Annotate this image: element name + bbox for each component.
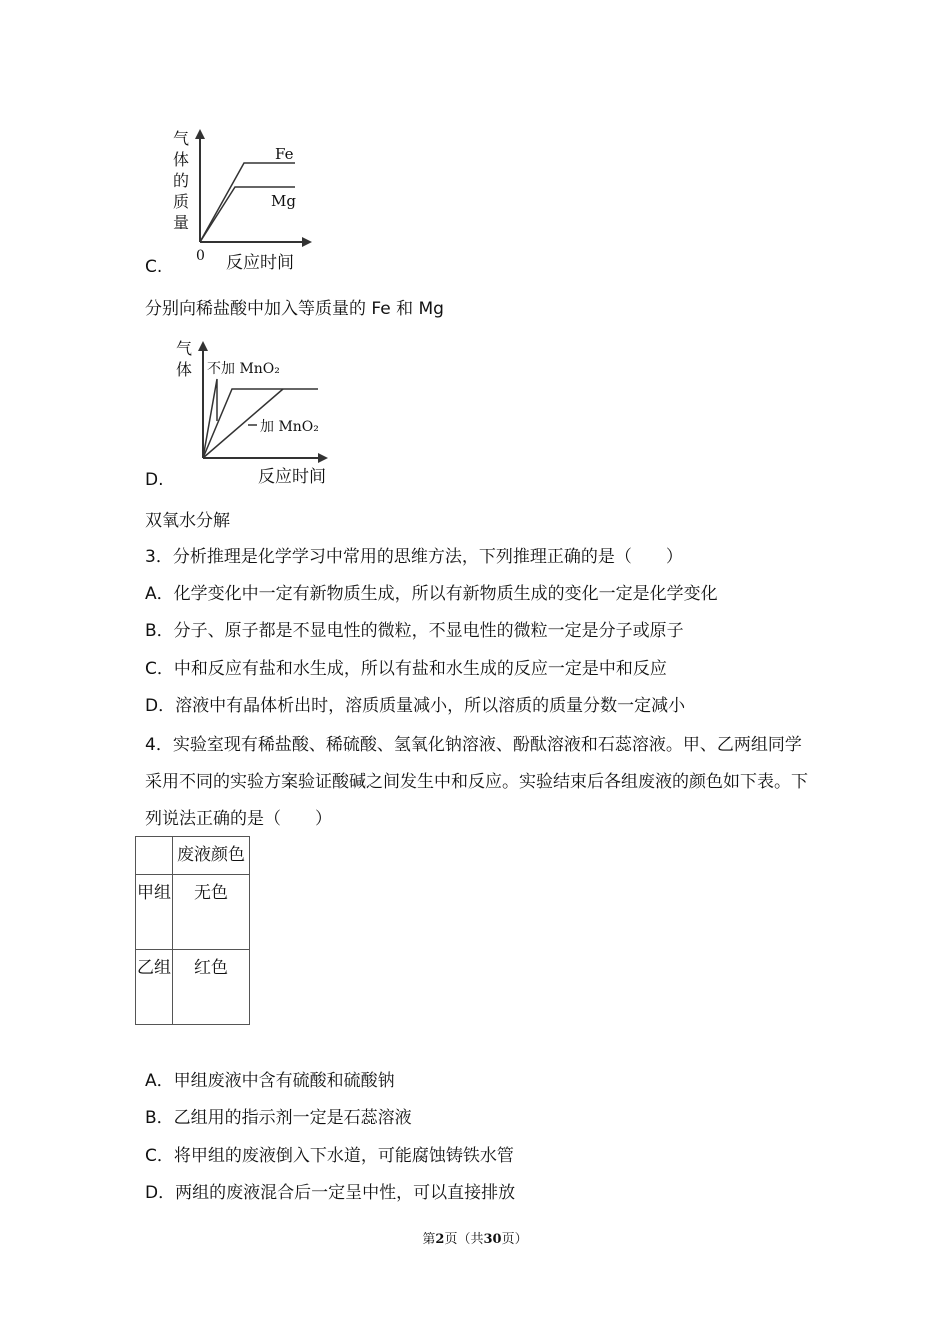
question-3-stem: 3．分析推理是化学学习中常用的思维方法，下列推理正确的是（ ） xyxy=(145,547,683,567)
option-d-y-label: 气 体 xyxy=(176,339,193,379)
option-c-origin: 0 xyxy=(196,248,205,264)
option-d-caption: 双氧水分解 xyxy=(145,511,230,531)
footer-total-pages: 30 xyxy=(483,1232,502,1247)
page-footer xyxy=(0,1228,950,1247)
footer-middle: 页（共 xyxy=(444,1232,484,1247)
table-row-color: 红色 xyxy=(173,950,250,1025)
question-4-option-d: D．两组的废液混合后一定呈中性，可以直接排放 xyxy=(145,1183,516,1203)
table-header-row xyxy=(136,837,250,875)
footer-prefix: 第 xyxy=(422,1232,436,1247)
option-c-series-fe: Fe xyxy=(275,145,294,163)
option-d-letter: D. xyxy=(145,470,164,490)
question-3-option-d: D．溶液中有晶体析出时，溶质质量减小，所以溶质的质量分数一定减小 xyxy=(145,696,686,716)
question-4-stem: 4．实验室现有稀盐酸、稀硫酸、氢氧化钠溶液、酚酞溶液和石蕊溶液。甲、乙两组同学采用不同的实验方案验证酸碱之间发生中和反应。实验结束后各组废液的颜色如下表。下列说法正确的是（ ） xyxy=(145,735,808,829)
option-d-x-label: 反应时间 xyxy=(258,467,326,487)
table-row-group: 甲组 xyxy=(136,875,173,950)
option-c-caption: 分别向稀盐酸中加入等质量的 Fe 和 Mg xyxy=(145,299,444,319)
option-d-series-mno2: 加 MnO₂ xyxy=(260,419,319,435)
option-c-x-label: 反应时间 xyxy=(226,253,294,273)
question-4-option-c: C．将甲组的废液倒入下水道，可能腐蚀铸铁水管 xyxy=(145,1146,514,1166)
table-row xyxy=(136,950,250,1025)
question-3-option-b: B．分子、原子都是不显电性的微粒，不显电性的微粒一定是分子或原子 xyxy=(145,621,684,641)
table-row-group: 乙组 xyxy=(136,950,173,1025)
footer-suffix: 页） xyxy=(501,1232,528,1247)
option-c-series-mg: Mg xyxy=(271,192,296,210)
table-row-color: 无色 xyxy=(173,875,250,950)
table-header-color: 废液颜色 xyxy=(173,837,250,875)
option-d-series-no-mno2: 不加 MnO₂ xyxy=(207,361,280,377)
footer-page-number: 2 xyxy=(435,1232,445,1247)
option-c-letter: C. xyxy=(145,257,163,277)
table-header-empty xyxy=(136,837,173,875)
question-3-option-a: A．化学变化中一定有新物质生成，所以有新物质生成的变化一定是化学变化 xyxy=(145,584,718,604)
option-c-y-label: 气 体 的 质 量 xyxy=(173,129,190,232)
question-4-option-a: A．甲组废液中含有硫酸和硫酸钠 xyxy=(145,1071,395,1091)
table-row xyxy=(136,875,250,950)
waste-liquid-color-table xyxy=(135,836,250,1025)
question-3-option-c: C．中和反应有盐和水生成，所以有盐和水生成的反应一定是中和反应 xyxy=(145,659,667,679)
question-4-option-b: B．乙组用的指示剂一定是石蕊溶液 xyxy=(145,1108,412,1128)
